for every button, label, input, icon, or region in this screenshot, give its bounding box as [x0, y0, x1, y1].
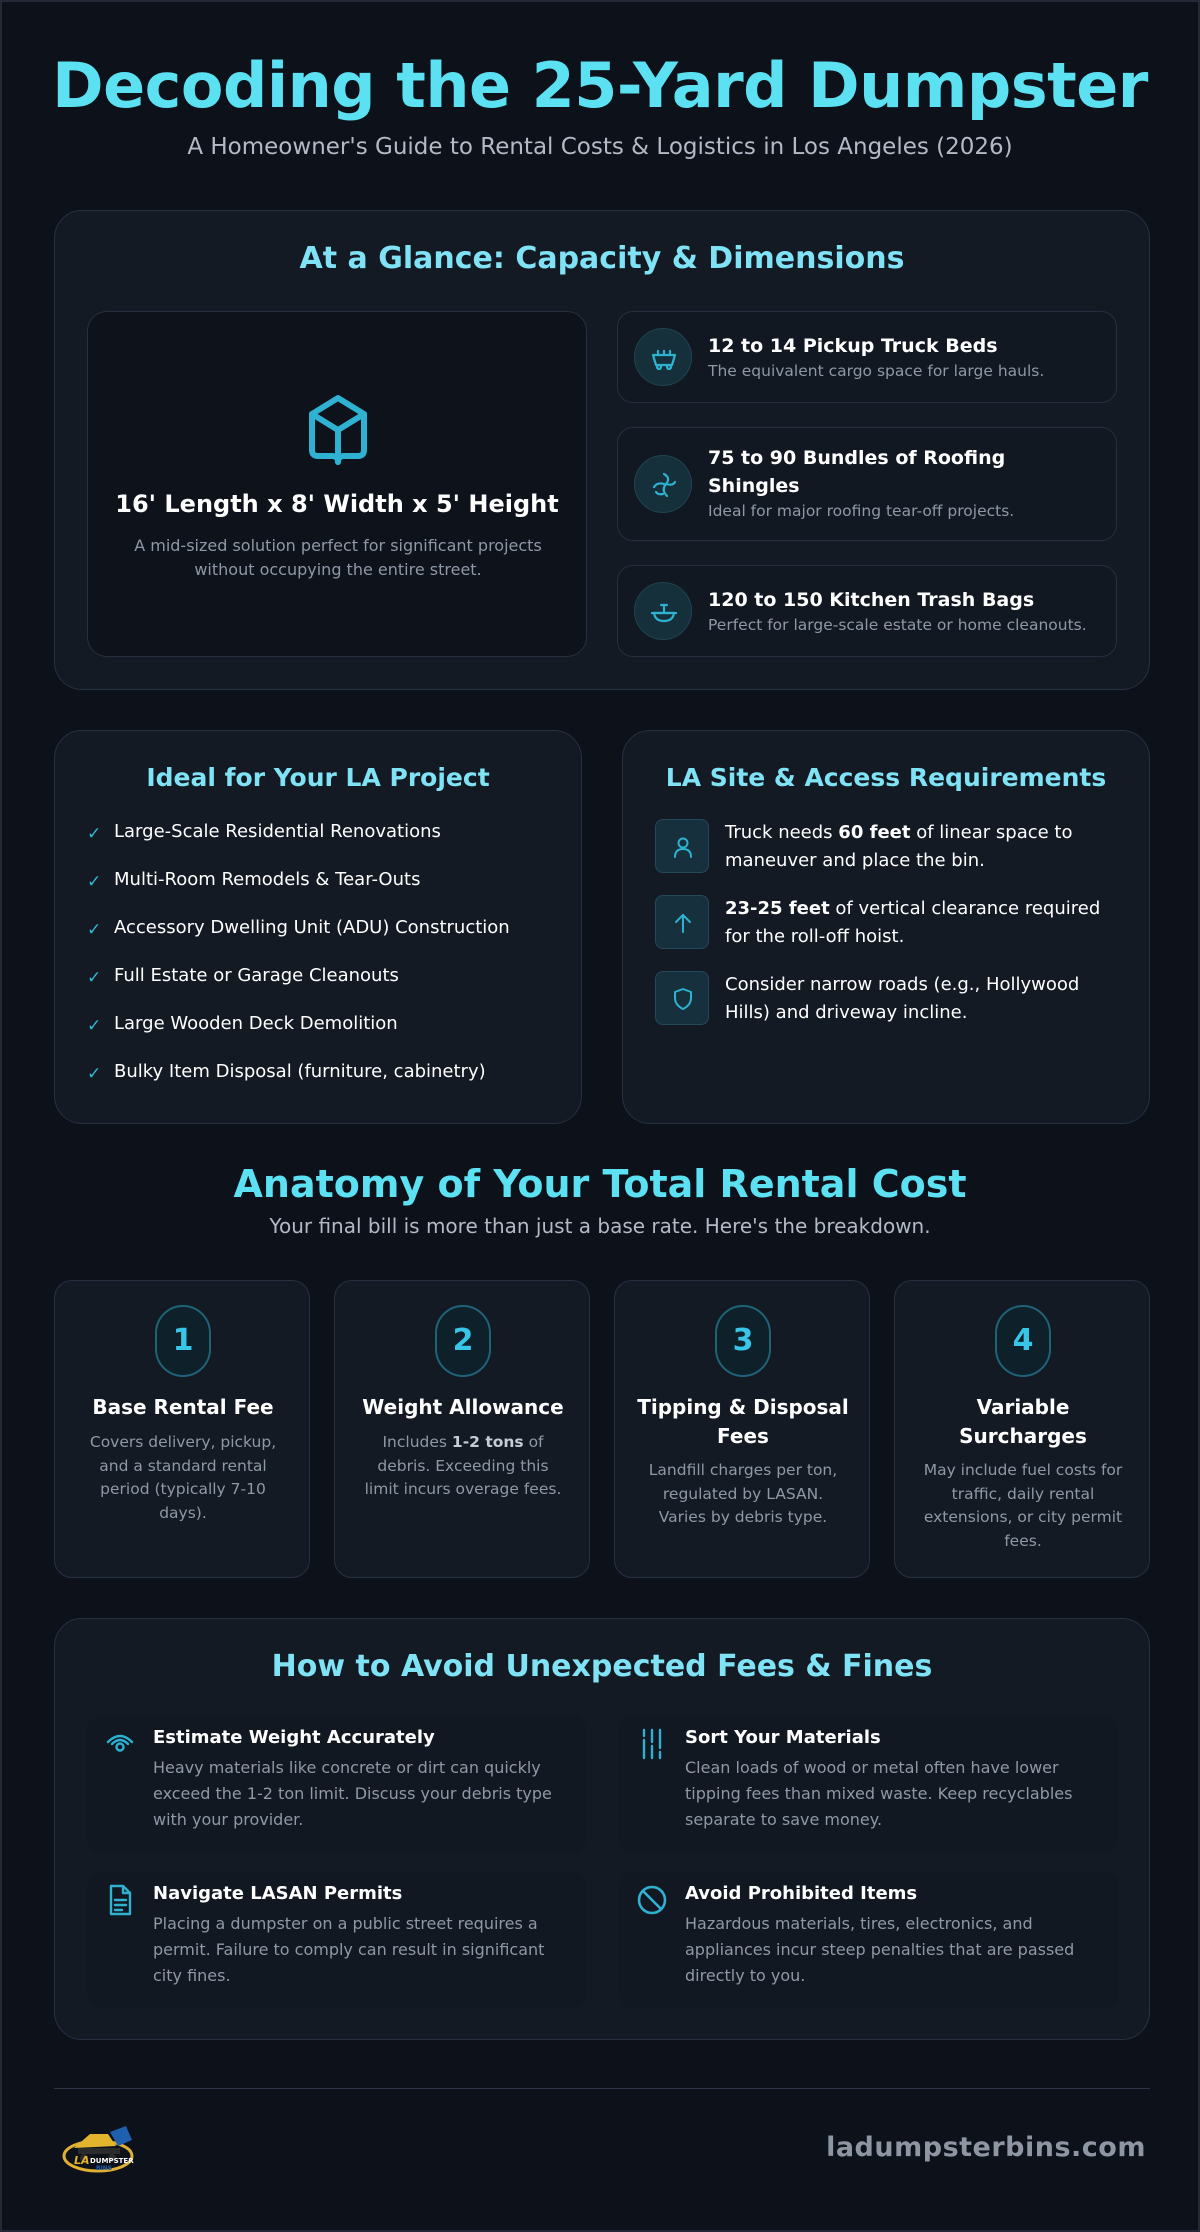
glance-title: At a Glance: Capacity & Dimensions — [299, 241, 905, 276]
truck-icon — [634, 328, 692, 386]
list-item-label: Multi-Room Remodels & Tear-Outs — [114, 869, 421, 890]
document-icon — [103, 1883, 137, 1917]
list-item — [87, 1061, 510, 1109]
site-title: LA Site & Access Requirements — [665, 763, 1107, 792]
cost-step-card — [614, 1280, 870, 1578]
stat-heading: 120 to 150 Kitchen Trash Bags — [708, 589, 1035, 611]
step-description: May include fuel costs for traffic, daily rental extensions, or city permit fees. — [923, 1461, 1123, 1550]
list-item — [87, 1013, 510, 1061]
arrow-up-icon — [655, 895, 709, 949]
check-icon: ✓ — [87, 968, 102, 988]
step-number: 4 — [995, 1305, 1051, 1377]
list-item-label: Accessory Dwelling Unit (ADU) Construction — [114, 917, 510, 938]
box-icon — [298, 390, 378, 470]
fees-title: How to Avoid Unexpected Fees & Fines — [271, 1649, 933, 1684]
dimensions-heading: 16' Length x 8' Width x 5' Height — [115, 490, 559, 518]
site-requirements-section — [622, 730, 1150, 1124]
tip-card — [87, 1871, 587, 2009]
stat-heading: 12 to 14 Pickup Truck Beds — [708, 335, 998, 357]
svg-text:LA: LA — [74, 2154, 90, 2167]
requirement-item — [655, 895, 1125, 955]
list-item-label: Bulky Item Disposal (furniture, cabinetry) — [114, 1061, 486, 1082]
hero — [2, 46, 1198, 160]
tip-card — [87, 1715, 587, 1853]
list-item-label: Large Wooden Deck Demolition — [114, 1013, 398, 1034]
check-icon: ✓ — [87, 920, 102, 940]
requirement-text: 23-25 feet of vertical clearance required for the roll-off hoist. — [725, 898, 1101, 947]
check-icon: ✓ — [87, 1064, 102, 1084]
list-item — [87, 821, 510, 869]
anatomy-title: Anatomy of Your Total Rental Cost — [233, 1162, 967, 1206]
ideal-title: Ideal for Your LA Project — [146, 763, 490, 792]
tip-heading: Avoid Prohibited Items — [685, 1883, 918, 1904]
shingles-icon — [634, 455, 692, 513]
step-description: Covers delivery, pickup, and a standard rental period (typically 7-10 days). — [89, 1433, 277, 1522]
page-title: Decoding the 25-Yard Dumpster — [52, 49, 1148, 122]
stat-description: The equivalent cargo space for large hauls. — [708, 362, 1045, 380]
cost-step-card — [894, 1280, 1150, 1578]
tip-heading: Navigate LASAN Permits — [153, 1883, 403, 1904]
svg-text:DUMPSTER: DUMPSTER — [90, 2157, 134, 2165]
fees-section — [54, 1618, 1150, 2040]
scale-icon — [103, 1727, 137, 1761]
requirement-item — [655, 971, 1125, 1031]
tip-heading: Estimate Weight Accurately — [153, 1727, 435, 1748]
stat-card — [617, 311, 1117, 403]
trash-bag-icon — [634, 582, 692, 640]
person-icon — [655, 819, 709, 873]
tip-description: Heavy materials like concrete or dirt can quickly exceed the 1-2 ton limit. Discuss your debris type with your provider. — [153, 1758, 552, 1829]
sort-icon — [635, 1727, 669, 1761]
check-icon: ✓ — [87, 872, 102, 892]
shield-icon — [655, 971, 709, 1025]
stat-heading: 75 to 90 Bundles of Roofing Shingles — [708, 447, 1006, 497]
website-link[interactable]: ladumpsterbins.com — [826, 2132, 1146, 2163]
svg-text:BINS: BINS — [96, 2165, 113, 2172]
step-heading: Tipping & Disposal Fees — [637, 1395, 849, 1448]
stat-description: Ideal for major roofing tear-off projects. — [708, 502, 1015, 520]
list-item — [87, 869, 510, 917]
requirement-text: Consider narrow roads (e.g., Hollywood Hills) and driveway incline. — [725, 974, 1080, 1023]
anatomy-header — [2, 1156, 1198, 1238]
requirement-text: Truck needs 60 feet of linear space to maneuver and place the bin. — [725, 822, 1073, 871]
tip-heading: Sort Your Materials — [685, 1727, 881, 1748]
list-item — [87, 965, 510, 1013]
footer-divider — [54, 2088, 1150, 2089]
requirement-item — [655, 819, 1125, 879]
step-heading: Variable Surcharges — [959, 1395, 1087, 1448]
tip-description: Hazardous materials, tires, electronics, and appliances incur steep penalties that are passed directly to you. — [685, 1914, 1075, 1985]
list-item — [87, 917, 510, 965]
step-number: 1 — [155, 1305, 211, 1377]
tip-description: Clean loads of wood or metal often have lower tipping fees than mixed waste. Keep recyclables separate to save money. — [685, 1758, 1073, 1829]
tip-card — [619, 1715, 1119, 1853]
anatomy-subtitle: Your final bill is more than just a base rate. Here's the breakdown. — [269, 1214, 931, 1238]
tip-description: Placing a dumpster on a public street requires a permit. Failure to comply can result in significant city fines. — [153, 1914, 545, 1985]
company-logo — [60, 2118, 140, 2176]
prohibited-icon — [635, 1883, 669, 1917]
step-heading: Weight Allowance — [362, 1395, 564, 1419]
cost-step-card — [334, 1280, 590, 1578]
tip-card — [619, 1871, 1119, 2009]
ideal-projects-section — [54, 730, 582, 1124]
step-heading: Base Rental Fee — [92, 1395, 274, 1419]
stat-description: Perfect for large-scale estate or home cleanouts. — [708, 616, 1087, 634]
check-icon: ✓ — [87, 1016, 102, 1036]
glance-section — [54, 210, 1150, 690]
page-subtitle: A Homeowner's Guide to Rental Costs & Logistics in Los Angeles (2026) — [187, 134, 1013, 160]
step-number: 2 — [435, 1305, 491, 1377]
ideal-list — [87, 821, 510, 1109]
list-item-label: Full Estate or Garage Cleanouts — [114, 965, 399, 986]
dimensions-description: A mid-sized solution perfect for significant projects without occupying the entire street. — [134, 536, 542, 579]
cost-step-card — [54, 1280, 310, 1578]
stat-card — [617, 565, 1117, 657]
step-description: Landfill charges per ton, regulated by LASAN. Varies by debris type. — [648, 1461, 838, 1526]
step-description: Includes 1-2 tons of debris. Exceeding this limit incurs overage fees. — [364, 1433, 562, 1498]
dimensions-card — [87, 311, 587, 657]
list-item-label: Large-Scale Residential Renovations — [114, 821, 441, 842]
step-number: 3 — [715, 1305, 771, 1377]
check-icon: ✓ — [87, 824, 102, 844]
stat-card — [617, 427, 1117, 541]
